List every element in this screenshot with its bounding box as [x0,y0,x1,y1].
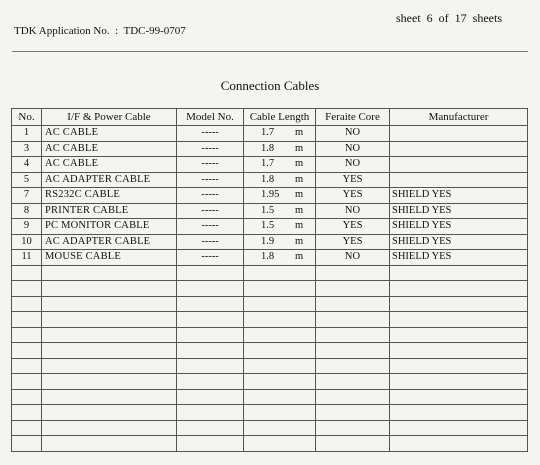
length-unit: m [295,142,304,154]
cell-no: 4 [12,157,42,173]
page-title: Connection Cables [220,78,320,93]
cell-no [12,374,42,390]
cell-ferrite: YES [316,234,390,250]
column-header-no: No. [12,109,42,126]
cell-model [177,358,244,374]
cell-length [244,203,316,219]
cell-ferrite [316,343,390,359]
cell-no [12,405,42,421]
cell-cable: AC ADAPTER CABLE [42,234,177,250]
cell-manufacturer [390,358,528,374]
table-row [12,172,528,188]
cell-no: 7 [12,188,42,204]
length-unit: m [295,189,304,200]
cell-model [177,389,244,405]
cell-model: ----- [177,250,244,266]
table-row [12,126,528,142]
cell-ferrite [316,405,390,421]
column-header-model: Model No. [177,109,244,126]
length-value: 1.8 [261,251,275,262]
cell-cable: AC CABLE [42,141,177,157]
cell-model [177,420,244,436]
cell-length [244,157,316,173]
cell-length [244,405,316,421]
cell-no [12,420,42,436]
cell-model: ----- [177,157,244,173]
cell-model [177,296,244,312]
cell-no [12,312,42,328]
table-row [12,327,528,343]
length-unit: m [295,220,304,231]
table-row [12,281,528,297]
cell-cable [42,312,177,328]
cell-ferrite [316,327,390,343]
cell-ferrite: YES [316,172,390,188]
length-value: 1.5 [261,204,275,216]
cell-manufacturer [390,172,528,188]
length-value: 1.8 [261,173,275,185]
cell-model [177,374,244,390]
cell-length [244,281,316,297]
cell-model [177,281,244,297]
cell-cable [42,281,177,297]
cell-ferrite [316,436,390,452]
cell-cable [42,327,177,343]
cell-no: 10 [12,234,42,250]
cell-ferrite: NO [316,157,390,173]
length-value: 1.8 [261,142,275,154]
cell-ferrite: NO [316,126,390,142]
cell-model [177,436,244,452]
cell-manufacturer [390,296,528,312]
cell-no [12,265,42,281]
cell-no [12,296,42,312]
cell-model [177,405,244,421]
cell-length [244,389,316,405]
length-value: 1.5 [261,220,275,231]
cell-model [177,343,244,359]
cell-model: ----- [177,188,244,204]
cell-cable [42,358,177,374]
cell-cable [42,420,177,436]
cell-model: ----- [177,234,244,250]
cell-ferrite [316,312,390,328]
cell-cable [42,405,177,421]
cell-length [244,312,316,328]
cell-no: 9 [12,219,42,235]
cell-cable: RS232C CABLE [42,188,177,204]
cell-model: ----- [177,141,244,157]
length-unit: m [295,127,304,138]
cell-manufacturer [390,327,528,343]
table-row [12,219,528,235]
table-row [12,374,528,390]
cell-no [12,281,42,297]
cell-model: ----- [177,219,244,235]
cell-manufacturer [390,141,528,157]
cell-ferrite [316,374,390,390]
table-row [12,188,528,204]
cell-manufacturer [390,343,528,359]
cell-manufacturer [390,126,528,142]
cell-cable: MOUSE CABLE [42,250,177,266]
cell-model: ----- [177,126,244,142]
cell-ferrite [316,389,390,405]
length-value: 1.95 [261,189,280,200]
cell-length [244,296,316,312]
cell-length [244,420,316,436]
cell-manufacturer: SHIELD YES [390,234,528,250]
cell-length [244,126,316,142]
table-row [12,234,528,250]
cell-length [244,219,316,235]
cell-length [244,172,316,188]
table-row [12,296,528,312]
column-header-manufacturer: Manufacturer [390,109,528,126]
cell-cable [42,343,177,359]
cell-cable: PC MONITOR CABLE [42,219,177,235]
cell-length [244,188,316,204]
table-row [12,312,528,328]
length-unit: m [295,204,304,216]
cell-ferrite [316,358,390,374]
cell-manufacturer: SHIELD YES [390,250,528,266]
cell-cable [42,389,177,405]
cell-no: 11 [12,250,42,266]
sheet-number: sheet 6 of 17 sheets [396,11,502,25]
table-header-row [12,109,528,126]
cell-length [244,374,316,390]
application-number: TDK Application No. : TDC-99-0707 [14,25,186,37]
cell-ferrite: NO [316,203,390,219]
cell-manufacturer [390,436,528,452]
cell-length [244,327,316,343]
cell-ferrite [316,420,390,436]
cell-model [177,312,244,328]
cell-no: 5 [12,172,42,188]
length-unit: m [295,158,304,169]
cell-ferrite [316,265,390,281]
cell-no [12,389,42,405]
cell-cable [42,265,177,281]
cell-model: ----- [177,172,244,188]
cell-ferrite: YES [316,188,390,204]
cell-length [244,141,316,157]
cell-no [12,343,42,359]
cell-length [244,250,316,266]
cell-manufacturer [390,405,528,421]
length-value: 1.7 [261,127,275,138]
column-header-ferrite: Feraite Core [316,109,390,126]
cell-length [244,343,316,359]
cell-cable [42,296,177,312]
cell-cable: AC CABLE [42,157,177,173]
table-row [12,405,528,421]
cell-no [12,436,42,452]
cell-model [177,327,244,343]
cell-no: 1 [12,126,42,142]
cell-no [12,358,42,374]
cell-manufacturer [390,157,528,173]
cell-manufacturer: SHIELD YES [390,188,528,204]
cell-ferrite [316,296,390,312]
cell-manufacturer [390,281,528,297]
table-row [12,343,528,359]
cell-manufacturer [390,389,528,405]
cell-cable: AC CABLE [42,126,177,142]
column-header-cable: I/F & Power Cable [42,109,177,126]
cell-ferrite [316,281,390,297]
cell-manufacturer [390,312,528,328]
table-row [12,141,528,157]
table-row [12,157,528,173]
cell-cable: PRINTER CABLE [42,203,177,219]
cell-cable: AC ADAPTER CABLE [42,172,177,188]
cell-manufacturer: SHIELD YES [390,203,528,219]
table-row [12,203,528,219]
cell-length [244,265,316,281]
cell-model: ----- [177,203,244,219]
length-unit: m [295,251,304,262]
cell-cable [42,374,177,390]
cell-no: 3 [12,141,42,157]
table-row [12,420,528,436]
length-value: 1.9 [261,235,275,247]
table-row [12,436,528,452]
connection-cables-table [11,108,528,452]
cell-manufacturer [390,420,528,436]
cell-no: 8 [12,203,42,219]
cell-no [12,327,42,343]
cell-model [177,265,244,281]
cell-length [244,234,316,250]
cell-ferrite: NO [316,250,390,266]
table-row [12,250,528,266]
length-unit: m [295,235,304,247]
cell-manufacturer: SHIELD YES [390,219,528,235]
column-header-length: Cable Length [244,109,316,126]
cell-ferrite: NO [316,141,390,157]
length-value: 1.7 [261,158,275,169]
cell-manufacturer [390,374,528,390]
table-row [12,265,528,281]
length-unit: m [295,173,304,185]
table-row [12,358,528,374]
cell-manufacturer [390,265,528,281]
cell-cable [42,436,177,452]
cell-length [244,436,316,452]
cell-ferrite: YES [316,219,390,235]
table-row [12,389,528,405]
header-divider [12,51,528,52]
cell-length [244,358,316,374]
